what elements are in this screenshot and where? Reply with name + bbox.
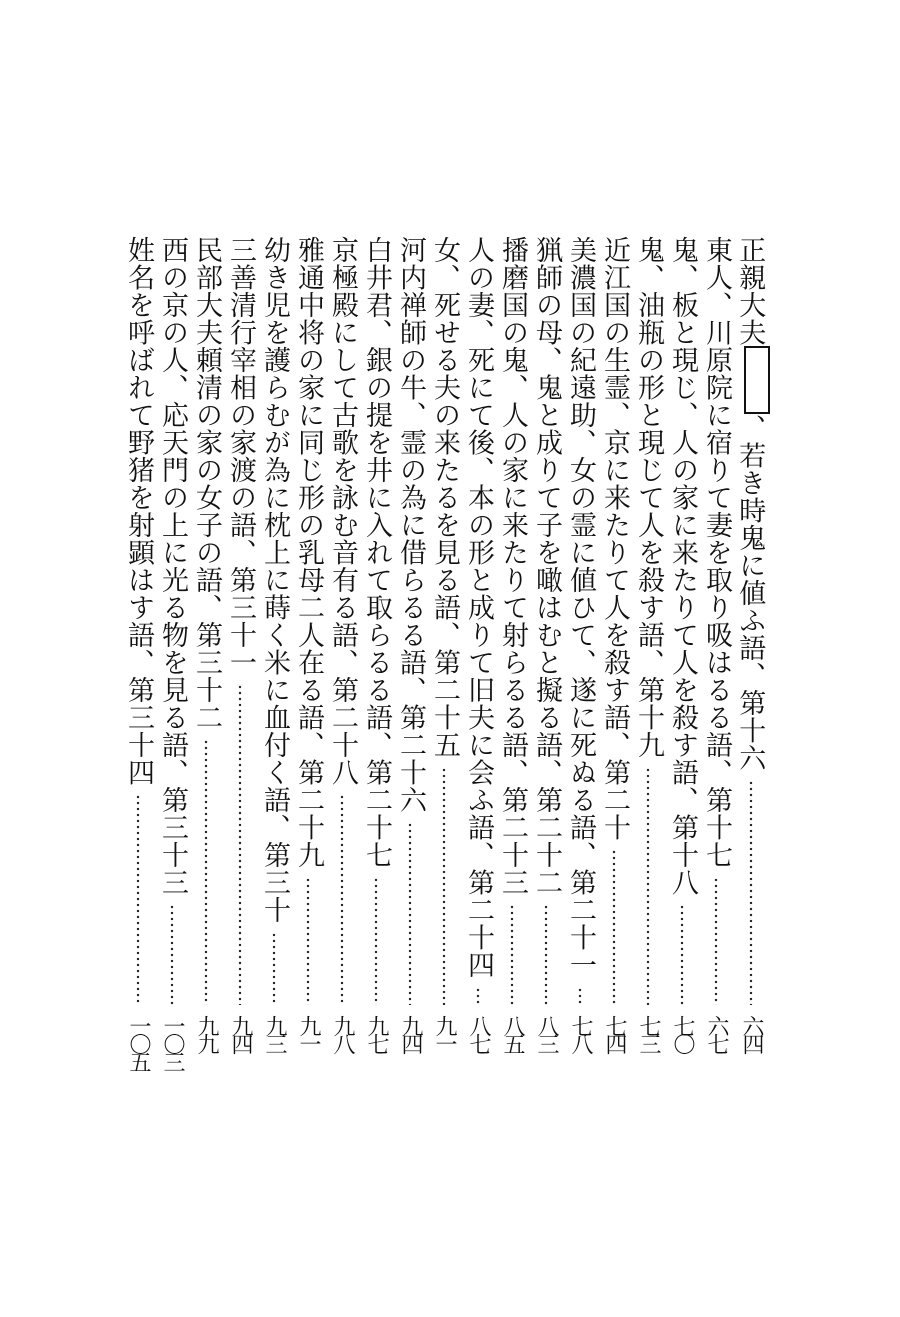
toc-entry	[222, 236, 258, 1071]
entry-title: 鬼、油瓶の形と現じて人を殺す語、第十九	[633, 236, 664, 759]
toc-entry	[324, 236, 360, 1071]
dot-leader	[408, 822, 412, 1006]
entry-title	[732, 236, 770, 772]
page-number: 九一	[296, 1015, 321, 1051]
dot-leader	[374, 877, 378, 1006]
page-number: 六七	[704, 1015, 729, 1051]
toc-entry	[120, 236, 156, 1071]
page-number: 九八	[330, 1015, 355, 1051]
entry-title: 雅通中将の家に同じ形の乳母二人在る語、第二十九	[293, 236, 324, 869]
toc-entry	[596, 236, 632, 1071]
dot-leader	[136, 794, 140, 1005]
page-number: 七八	[568, 1015, 593, 1051]
page-number: 九七	[364, 1015, 389, 1051]
dot-leader	[714, 877, 718, 1006]
dot-leader	[476, 987, 480, 1006]
dot-leader	[340, 794, 344, 1005]
page-number: 八五	[500, 1015, 525, 1051]
dot-leader	[170, 904, 174, 1005]
entry-title: 鬼、板と現じ、人の家に来たりて人を殺す語、第十八	[667, 236, 698, 896]
dot-leader	[680, 904, 684, 1005]
page-number: 九四	[228, 1015, 253, 1051]
toc-entry	[154, 236, 190, 1071]
entry-title: 西の京の人、応天門の上に光る物を見る語、第三十三	[157, 236, 188, 896]
title-text: 、若き時鬼に値ふ語、第十六	[734, 414, 766, 772]
entry-title: 東人、川原院に宿りて妻を取り吸はるる語、第十七	[701, 236, 732, 869]
dot-leader	[510, 904, 514, 1005]
toc-entry	[562, 236, 598, 1071]
toc-entry	[494, 236, 530, 1071]
page-number: 八三	[534, 1015, 559, 1051]
page-number: 九一	[432, 1015, 457, 1051]
page-number: 七三	[636, 1015, 661, 1051]
title-text: 正親大夫	[734, 236, 766, 346]
dot-leader	[272, 932, 276, 1006]
page-number: 九九	[194, 1015, 219, 1051]
toc-entry	[733, 236, 769, 1071]
entry-title: 京極殿にして古歌を詠む音有る語、第二十八	[327, 236, 358, 786]
dot-leader	[442, 767, 446, 1006]
page-number: 九三	[262, 1015, 287, 1051]
dot-leader	[544, 904, 548, 1005]
entry-title: 猟師の母、鬼と成りて子を噉はむと擬る語、第二十二	[531, 236, 562, 896]
entry-title: 播磨国の鬼、人の家に来たりて射らるる語、第二十三	[497, 236, 528, 896]
toc-entry	[698, 236, 734, 1071]
toc-entry	[528, 236, 564, 1071]
dot-leader	[204, 739, 208, 1005]
page-number: 一〇三	[160, 1015, 185, 1069]
dot-leader	[646, 767, 650, 1006]
toc-entry	[664, 236, 700, 1071]
toc-entry	[426, 236, 462, 1071]
page-number: 六四	[739, 1015, 764, 1051]
page-number: 九四	[398, 1015, 423, 1051]
toc-entry	[358, 236, 394, 1071]
entry-title: 河内禅師の牛、霊の為に借らるる語、第二十六	[395, 236, 426, 814]
toc-entry	[256, 236, 292, 1071]
dot-leader	[612, 849, 616, 1005]
dot-leader	[749, 780, 753, 1006]
toc-entry	[290, 236, 326, 1071]
entry-title: 白井君、銀の提を井に入れて取らるる語、第二十七	[361, 236, 392, 869]
entry-title: 姓名を呼ばれて野猪を射顕はす語、第三十四	[123, 236, 154, 786]
dot-leader	[578, 987, 582, 1006]
entry-title: 女、死せる夫の来たるを見る語、第二十五	[429, 236, 460, 759]
dot-leader	[306, 877, 310, 1006]
toc-entry	[188, 236, 224, 1071]
dot-leader	[238, 684, 242, 1005]
entry-title: 民部大夫頼清の家の女子の語、第三十二	[191, 236, 222, 731]
page-number: 一〇五	[126, 1015, 151, 1069]
entry-title: 近江国の生霊、京に来たりて人を殺す語、第二十	[599, 236, 630, 841]
entry-title: 幼き児を護らむが為に枕上に蒔く米に血付く語、第三十	[259, 236, 290, 924]
page-number: 七四	[602, 1015, 627, 1051]
page-number: 八七	[466, 1015, 491, 1051]
page-number: 七〇	[670, 1015, 695, 1051]
entry-title: 人の妻、死にて後、本の形と成りて旧夫に会ふ語、第二十四	[463, 236, 494, 979]
toc-entry	[460, 236, 496, 1071]
entry-title: 美濃国の紀遠助、女の霊に値ひて、遂に死ぬる語、第二十一	[565, 236, 596, 979]
blank-placeholder-box	[744, 346, 770, 414]
entry-title: 三善清行宰相の家渡の語、第三十一	[225, 236, 256, 676]
toc-entry	[392, 236, 428, 1071]
toc-entry	[630, 236, 666, 1071]
